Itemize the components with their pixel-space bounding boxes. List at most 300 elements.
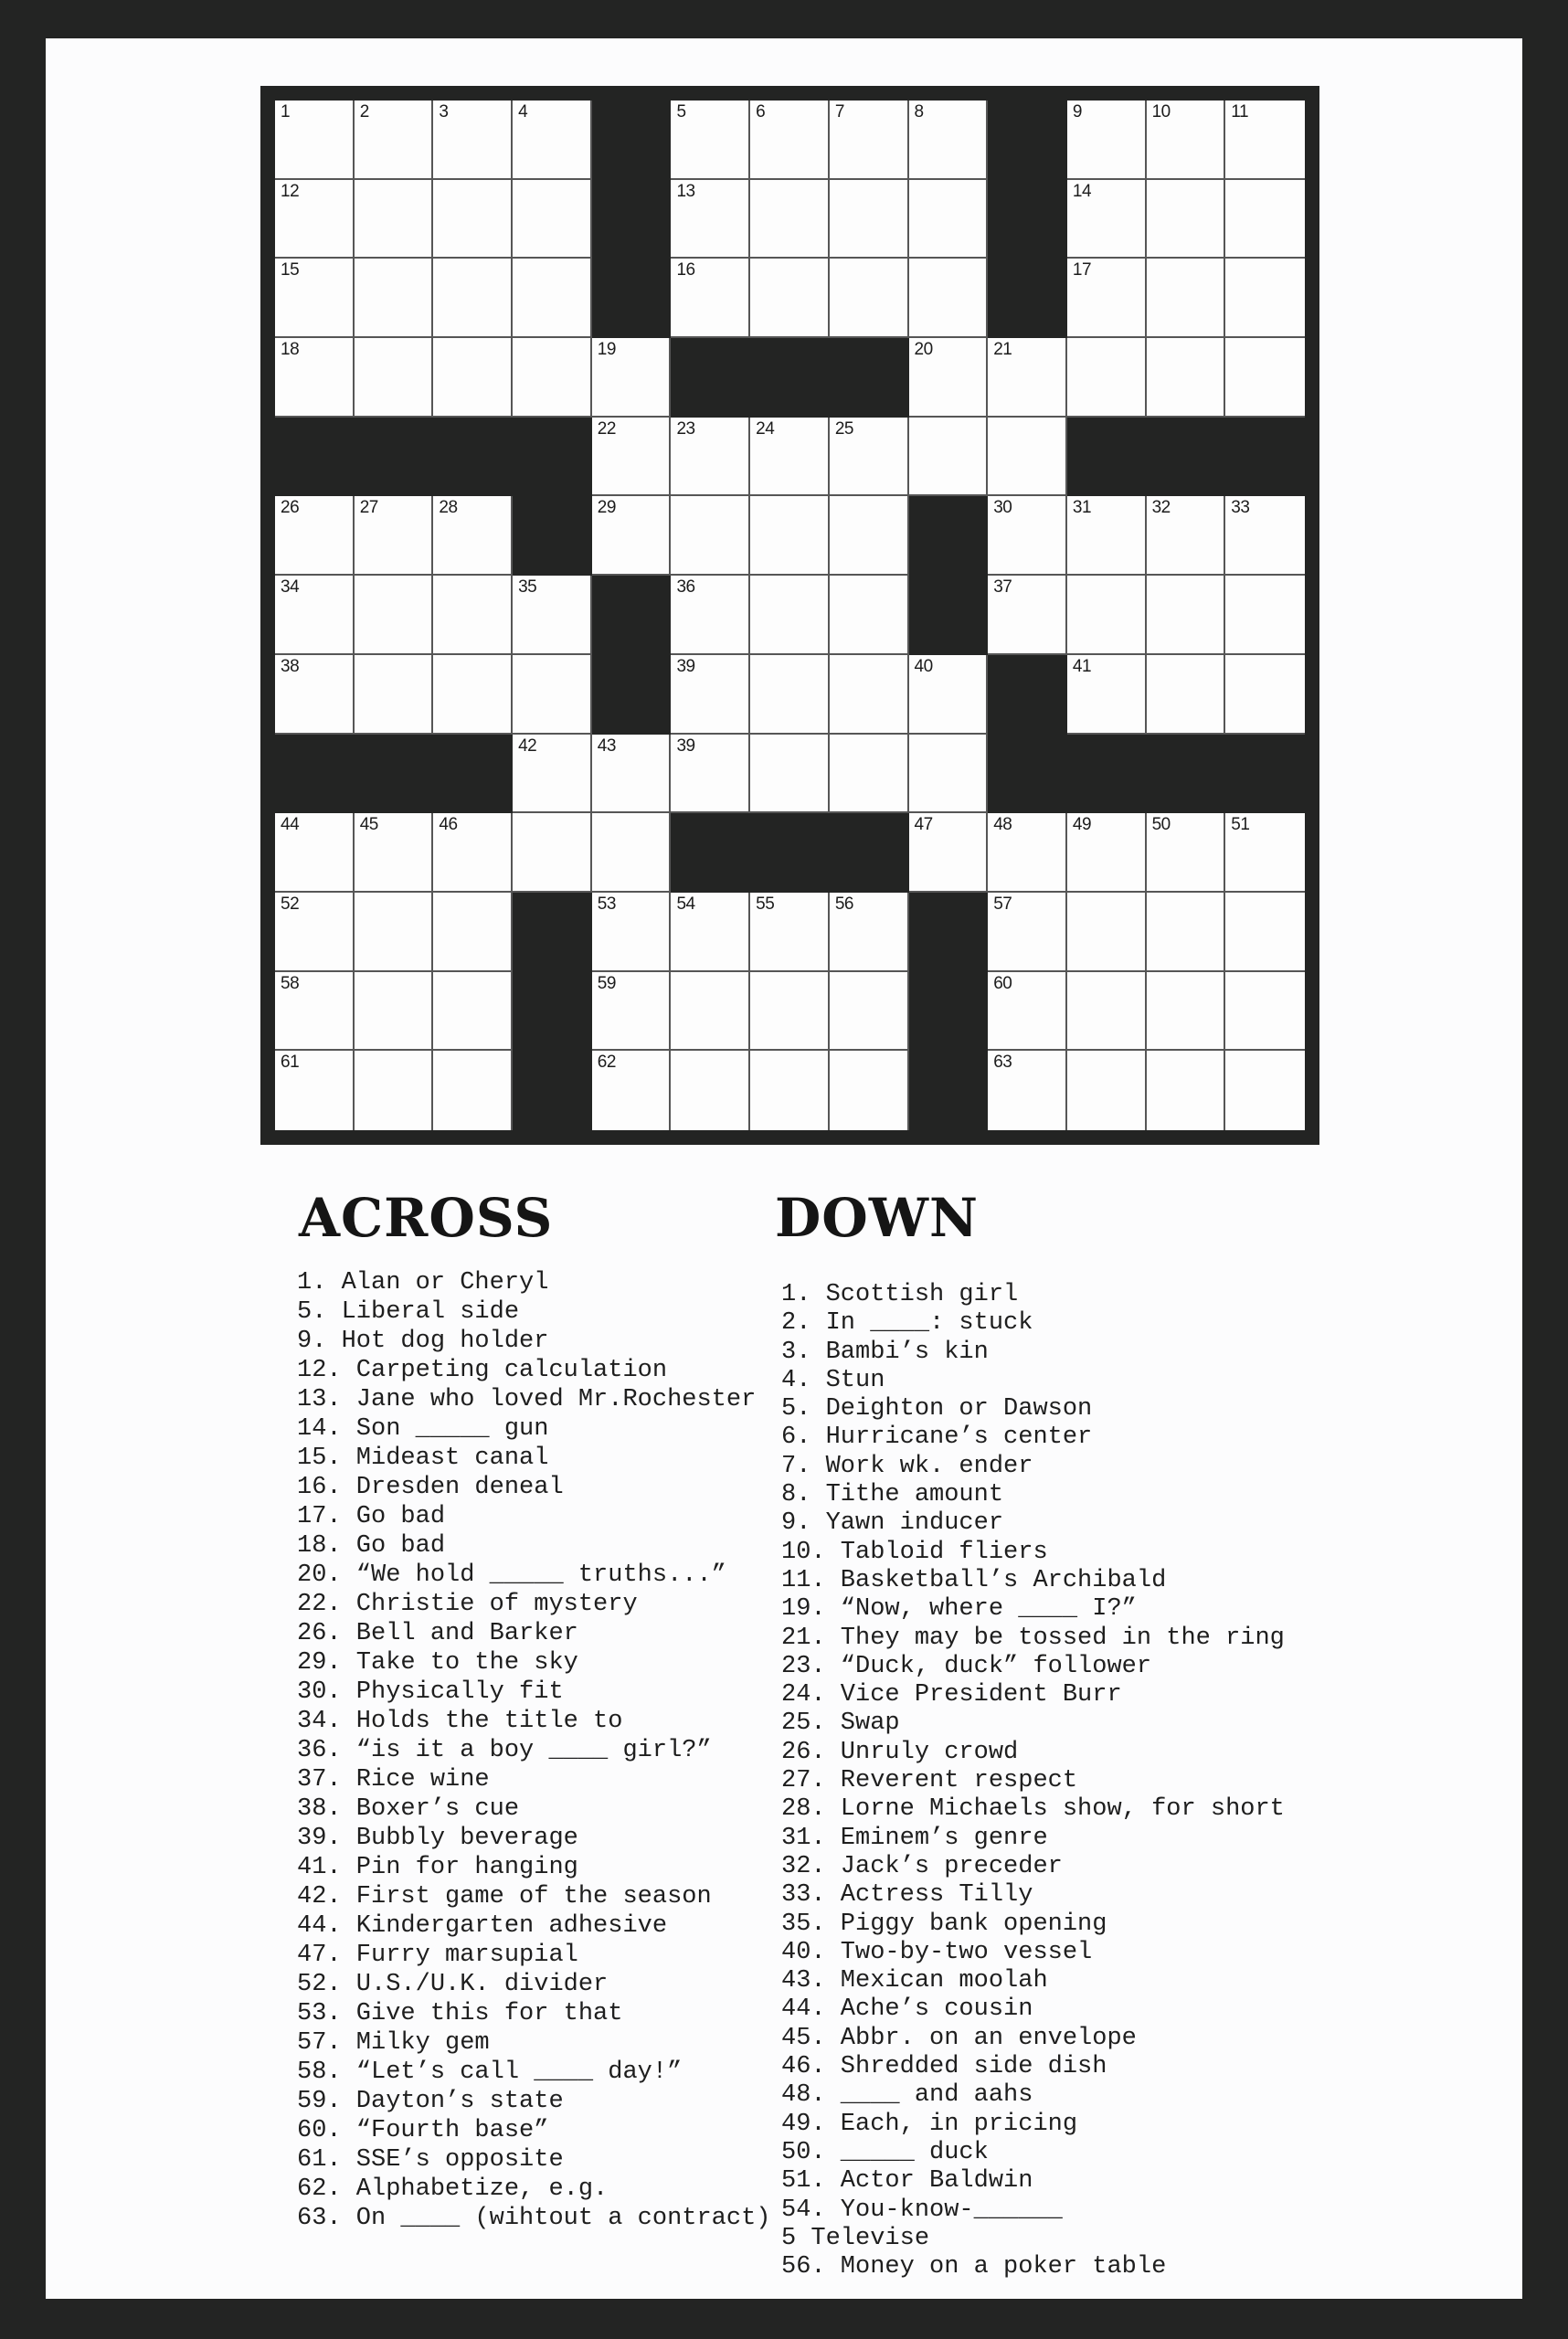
black-cell: [355, 418, 434, 497]
black-cell: [671, 813, 750, 893]
white-cell[interactable]: [830, 418, 909, 497]
white-cell[interactable]: [750, 655, 830, 735]
clue-item: 3. Bambi’s kin: [781, 1338, 989, 1366]
clue-item: 29. Take to the sky: [297, 1649, 578, 1677]
white-cell[interactable]: [1067, 180, 1147, 259]
white-cell[interactable]: [355, 655, 434, 735]
cell-number: 62: [597, 1053, 616, 1073]
down-clue-list: [781, 1281, 1285, 2281]
white-cell[interactable]: [750, 735, 830, 814]
cell-number: 48: [993, 815, 1012, 835]
clue-item: 56. Money on a poker table: [781, 2253, 1167, 2281]
white-cell[interactable]: [1225, 338, 1305, 418]
clue-item: 14. Son _____ gun: [297, 1415, 549, 1443]
cell-number: 11: [1231, 102, 1249, 122]
clue-item: 17. Go bad: [297, 1503, 446, 1530]
cell-number: 46: [439, 815, 458, 835]
cell-number: 12: [281, 181, 300, 201]
white-cell[interactable]: [988, 338, 1067, 418]
cell-number: 19: [597, 340, 616, 360]
clue-item: 24. Vice President Burr: [781, 1681, 1122, 1709]
white-cell[interactable]: [433, 496, 513, 576]
white-cell[interactable]: [1067, 813, 1147, 893]
cell-number: 40: [914, 656, 933, 676]
cell-number: 13: [676, 181, 695, 201]
clue-item: 1. Scottish girl: [781, 1281, 1019, 1308]
black-cell: [592, 576, 672, 655]
cell-number: 20: [914, 340, 933, 360]
cell-number: 26: [281, 498, 300, 518]
black-cell: [275, 735, 355, 814]
white-cell[interactable]: [513, 259, 592, 338]
clue-item: 26. Unruly crowd: [781, 1738, 1019, 1766]
cell-number: 39: [676, 736, 695, 756]
cell-number: 58: [281, 973, 300, 993]
cell-number: 53: [597, 894, 616, 914]
clue-item: 45. Abbr. on an envelope: [781, 2024, 1137, 2052]
cell-number: 63: [993, 1053, 1012, 1073]
clue-item: 53. Give this for that: [297, 2000, 623, 2027]
clue-item: 12. Carpeting calculation: [297, 1357, 668, 1384]
cell-number: 18: [281, 340, 300, 360]
clue-item: 5 Televise: [781, 2224, 930, 2252]
clue-item: 5. Liberal side: [297, 1298, 520, 1326]
white-cell[interactable]: [275, 259, 355, 338]
white-cell[interactable]: [830, 893, 909, 972]
clue-item: 5. Deighton or Dawson: [781, 1395, 1093, 1424]
white-cell[interactable]: [275, 496, 355, 576]
cell-number: 14: [1072, 181, 1092, 201]
white-cell[interactable]: [750, 259, 830, 338]
clue-item: 26. Bell and Barker: [297, 1620, 578, 1647]
cell-number: 56: [834, 894, 853, 914]
black-cell: [909, 576, 989, 655]
cell-number: 44: [281, 815, 300, 835]
white-cell[interactable]: [513, 735, 592, 814]
white-cell[interactable]: [433, 655, 513, 735]
cell-number: 2: [359, 102, 369, 122]
cell-number: 15: [281, 260, 300, 280]
white-cell[interactable]: [275, 576, 355, 655]
clue-item: 19. “Now, where ____ I?”: [781, 1595, 1137, 1624]
white-cell[interactable]: [830, 180, 909, 259]
black-cell: [592, 259, 672, 338]
cell-number: 50: [1151, 815, 1171, 835]
white-cell[interactable]: [1147, 813, 1226, 893]
cell-number: 60: [993, 973, 1012, 993]
white-cell[interactable]: [750, 418, 830, 497]
black-cell: [1067, 735, 1147, 814]
white-cell[interactable]: [750, 180, 830, 259]
black-cell: [988, 180, 1067, 259]
clue-item: 7. Work wk. ender: [781, 1452, 1033, 1480]
white-cell[interactable]: [671, 101, 750, 180]
cell-number: 16: [676, 260, 695, 280]
cell-number: 3: [439, 102, 449, 122]
black-cell: [513, 496, 592, 576]
white-cell[interactable]: [355, 576, 434, 655]
white-cell[interactable]: [1147, 338, 1226, 418]
white-cell[interactable]: [750, 1051, 830, 1130]
white-cell[interactable]: [750, 496, 830, 576]
white-cell[interactable]: [671, 576, 750, 655]
cell-number: 38: [281, 656, 300, 676]
white-cell[interactable]: [275, 655, 355, 735]
white-cell[interactable]: [1225, 180, 1305, 259]
white-cell[interactable]: [592, 1051, 672, 1130]
black-cell: [988, 655, 1067, 735]
white-cell[interactable]: [592, 813, 672, 893]
clue-item: 30. Physically fit: [297, 1678, 564, 1706]
white-cell[interactable]: [592, 338, 672, 418]
black-cell: [433, 735, 513, 814]
cell-number: 54: [676, 894, 695, 914]
white-cell[interactable]: [671, 893, 750, 972]
white-cell[interactable]: [355, 1051, 434, 1130]
clue-item: 16. Dresden deneal: [297, 1474, 564, 1501]
white-cell[interactable]: [1225, 655, 1305, 735]
cell-number: 29: [597, 498, 616, 518]
white-cell[interactable]: [1225, 893, 1305, 972]
white-cell[interactable]: [909, 259, 989, 338]
white-cell[interactable]: [1147, 496, 1226, 576]
black-cell: [1225, 418, 1305, 497]
clue-item: 27. Reverent respect: [781, 1767, 1078, 1795]
black-cell: [1147, 418, 1226, 497]
white-cell[interactable]: [909, 418, 989, 497]
cell-number: 1: [281, 102, 291, 122]
black-cell: [1067, 418, 1147, 497]
white-cell[interactable]: [671, 735, 750, 814]
white-cell[interactable]: [275, 180, 355, 259]
black-cell: [830, 813, 909, 893]
cell-number: 5: [676, 102, 686, 122]
clue-item: 25. Swap: [781, 1709, 900, 1738]
cell-number: 35: [518, 577, 537, 598]
cell-number: 28: [439, 498, 458, 518]
white-cell[interactable]: [592, 893, 672, 972]
crossword-grid: [260, 86, 1319, 1145]
white-cell[interactable]: [433, 1051, 513, 1130]
white-cell[interactable]: [1067, 655, 1147, 735]
white-cell[interactable]: [830, 1051, 909, 1130]
clue-item: 49. Each, in pricing: [781, 2110, 1078, 2138]
cell-number: 45: [359, 815, 378, 835]
clue-item: 4. Stun: [781, 1366, 885, 1394]
white-cell[interactable]: [513, 576, 592, 655]
white-cell[interactable]: [355, 180, 434, 259]
cell-number: 39: [676, 656, 695, 676]
white-cell[interactable]: [513, 655, 592, 735]
clue-item: 62. Alphabetize, e.g.: [297, 2175, 609, 2203]
white-cell[interactable]: [275, 1051, 355, 1130]
white-cell[interactable]: [1225, 496, 1305, 576]
cell-number: 42: [518, 736, 537, 756]
white-cell[interactable]: [275, 893, 355, 972]
white-cell[interactable]: [1067, 101, 1147, 180]
white-cell[interactable]: [830, 576, 909, 655]
cell-number: 41: [1072, 656, 1092, 676]
cell-number: 9: [1072, 102, 1082, 122]
black-cell: [433, 418, 513, 497]
black-cell: [750, 813, 830, 893]
cell-number: 55: [756, 894, 775, 914]
clue-item: 35. Piggy bank opening: [781, 1910, 1107, 1938]
black-cell: [988, 101, 1067, 180]
clue-item: 47. Furry marsupial: [297, 1942, 578, 1969]
white-cell[interactable]: [671, 418, 750, 497]
white-cell[interactable]: [433, 338, 513, 418]
cell-number: 37: [993, 577, 1012, 598]
clue-item: 57. Milky gem: [297, 2029, 490, 2057]
black-cell: [513, 972, 592, 1052]
white-cell[interactable]: [513, 101, 592, 180]
white-cell[interactable]: [1147, 101, 1226, 180]
white-cell[interactable]: [830, 496, 909, 576]
cell-number: 30: [993, 498, 1012, 518]
clue-item: 9. Yawn inducer: [781, 1509, 1004, 1538]
white-cell[interactable]: [513, 338, 592, 418]
clue-item: 60. “Fourth base”: [297, 2117, 549, 2144]
black-cell: [355, 735, 434, 814]
clue-item: 51. Actor Baldwin: [781, 2167, 1033, 2196]
white-cell[interactable]: [1147, 180, 1226, 259]
clue-item: 59. Dayton’s state: [297, 2088, 564, 2115]
white-cell[interactable]: [830, 101, 909, 180]
black-cell: [1225, 735, 1305, 814]
white-cell[interactable]: [1067, 338, 1147, 418]
black-cell: [592, 655, 672, 735]
white-cell[interactable]: [1147, 259, 1226, 338]
white-cell[interactable]: [988, 576, 1067, 655]
white-cell[interactable]: [988, 893, 1067, 972]
cell-number: 61: [281, 1053, 300, 1073]
black-cell: [830, 338, 909, 418]
black-cell: [909, 893, 989, 972]
white-cell[interactable]: [988, 813, 1067, 893]
white-cell[interactable]: [1067, 576, 1147, 655]
white-cell[interactable]: [750, 893, 830, 972]
white-cell[interactable]: [355, 259, 434, 338]
cell-number: 34: [281, 577, 300, 598]
white-cell[interactable]: [1067, 972, 1147, 1052]
white-cell[interactable]: [433, 576, 513, 655]
clue-item: 46. Shredded side dish: [781, 2053, 1107, 2081]
cell-number: 49: [1072, 815, 1092, 835]
cell-number: 23: [676, 418, 695, 439]
white-cell[interactable]: [988, 496, 1067, 576]
clue-item: 40. Two-by-two vessel: [781, 1938, 1093, 1966]
white-cell[interactable]: [671, 972, 750, 1052]
white-cell[interactable]: [433, 893, 513, 972]
clue-item: 38. Boxer’s cue: [297, 1795, 520, 1823]
across-clue-list: [297, 1268, 770, 2233]
white-cell[interactable]: [433, 259, 513, 338]
clue-item: 39. Bubbly beverage: [297, 1825, 578, 1852]
white-cell[interactable]: [355, 496, 434, 576]
black-cell: [988, 259, 1067, 338]
white-cell[interactable]: [1225, 972, 1305, 1052]
cell-number: 17: [1072, 260, 1092, 280]
clue-item: 42. First game of the season: [297, 1883, 712, 1910]
clue-item: 10. Tabloid fliers: [781, 1538, 1048, 1566]
clue-item: 22. Christie of mystery: [297, 1591, 638, 1618]
clue-item: 13. Jane who loved Mr.Rochester: [297, 1386, 757, 1413]
down-title: DOWN: [775, 1187, 979, 1249]
white-cell[interactable]: [275, 813, 355, 893]
cell-number: 59: [597, 973, 616, 993]
white-cell[interactable]: [355, 338, 434, 418]
white-cell[interactable]: [830, 259, 909, 338]
cell-number: 31: [1072, 498, 1092, 518]
white-cell[interactable]: [433, 101, 513, 180]
clue-item: 61. SSE’s opposite: [297, 2146, 564, 2174]
cell-number: 36: [676, 577, 695, 598]
clue-item: 43. Mexican moolah: [781, 1967, 1048, 1995]
white-cell[interactable]: [909, 101, 989, 180]
clue-item: 2. In ____: stuck: [781, 1309, 1033, 1338]
cell-number: 22: [597, 418, 616, 439]
clue-item: 8. Tithe amount: [781, 1481, 1004, 1509]
white-cell[interactable]: [592, 418, 672, 497]
white-cell[interactable]: [513, 180, 592, 259]
cell-number: 4: [518, 102, 528, 122]
cell-number: 47: [914, 815, 933, 835]
white-cell[interactable]: [988, 972, 1067, 1052]
clue-item: 1. Alan or Cheryl: [297, 1269, 549, 1297]
black-cell: [909, 496, 989, 576]
clue-item: 31. Eminem’s genre: [781, 1824, 1048, 1852]
white-cell[interactable]: [909, 180, 989, 259]
black-cell: [750, 338, 830, 418]
white-cell[interactable]: [909, 813, 989, 893]
white-cell[interactable]: [909, 735, 989, 814]
cell-number: 51: [1231, 815, 1250, 835]
white-cell[interactable]: [275, 972, 355, 1052]
cell-number: 24: [756, 418, 775, 439]
cell-number: 6: [756, 102, 766, 122]
clue-item: 9. Hot dog holder: [297, 1328, 549, 1355]
clue-item: 15. Mideast canal: [297, 1445, 549, 1472]
white-cell[interactable]: [1147, 893, 1226, 972]
white-cell[interactable]: [433, 180, 513, 259]
white-cell[interactable]: [830, 655, 909, 735]
white-cell[interactable]: [355, 893, 434, 972]
white-cell[interactable]: [433, 813, 513, 893]
cell-number: 25: [834, 418, 853, 439]
clue-item: 21. They may be tossed in the ring: [781, 1624, 1285, 1652]
clue-item: 23. “Duck, duck” follower: [781, 1652, 1152, 1680]
clue-item: 41. Pin for hanging: [297, 1854, 578, 1881]
white-cell[interactable]: [592, 496, 672, 576]
cell-number: 21: [993, 340, 1012, 360]
black-cell: [1147, 735, 1226, 814]
white-cell[interactable]: [275, 338, 355, 418]
white-cell[interactable]: [355, 813, 434, 893]
clue-item: 6. Hurricane’s center: [781, 1424, 1093, 1452]
black-cell: [909, 972, 989, 1052]
white-cell[interactable]: [275, 101, 355, 180]
clue-item: 18. Go bad: [297, 1532, 446, 1560]
across-title: ACROSS: [299, 1187, 554, 1249]
black-cell: [513, 893, 592, 972]
black-cell: [513, 418, 592, 497]
cell-number: 52: [281, 894, 300, 914]
black-cell: [513, 1051, 592, 1130]
white-cell[interactable]: [1147, 576, 1226, 655]
white-cell[interactable]: [592, 972, 672, 1052]
white-cell[interactable]: [355, 972, 434, 1052]
cell-number: 10: [1151, 102, 1171, 122]
clue-item: 44. Kindergarten adhesive: [297, 1912, 668, 1940]
white-cell[interactable]: [988, 1051, 1067, 1130]
white-cell[interactable]: [1225, 101, 1305, 180]
white-cell[interactable]: [433, 972, 513, 1052]
clue-item: 33. Actress Tilly: [781, 1881, 1033, 1910]
white-cell[interactable]: [671, 180, 750, 259]
cell-number: 27: [359, 498, 378, 518]
white-cell[interactable]: [1067, 259, 1147, 338]
clue-item: 48. ____ and aahs: [781, 2081, 1033, 2110]
white-cell[interactable]: [1147, 655, 1226, 735]
white-cell[interactable]: [513, 813, 592, 893]
white-cell[interactable]: [1225, 1051, 1305, 1130]
white-cell[interactable]: [909, 655, 989, 735]
white-cell[interactable]: [988, 418, 1067, 497]
black-cell: [988, 735, 1067, 814]
black-cell: [592, 101, 672, 180]
black-cell: [275, 418, 355, 497]
clue-item: 58. “Let’s call ____ day!”: [297, 2059, 683, 2086]
white-cell[interactable]: [1225, 576, 1305, 655]
clue-item: 63. On ____ (wihtout a contract): [297, 2205, 771, 2232]
clue-item: 11. Basketball’s Archibald: [781, 1566, 1167, 1594]
white-cell[interactable]: [1225, 813, 1305, 893]
clue-item: 54. You-know-______: [781, 2196, 1063, 2224]
white-cell[interactable]: [1067, 1051, 1147, 1130]
clue-item: 37. Rice wine: [297, 1766, 490, 1794]
white-cell[interactable]: [830, 735, 909, 814]
white-cell[interactable]: [671, 655, 750, 735]
white-cell[interactable]: [671, 1051, 750, 1130]
white-cell[interactable]: [1067, 893, 1147, 972]
clue-item: 36. “is it a boy ____ girl?”: [297, 1737, 712, 1764]
cell-number: 7: [834, 102, 844, 122]
clue-item: 34. Holds the title to: [297, 1708, 623, 1735]
white-cell[interactable]: [355, 101, 434, 180]
white-cell[interactable]: [671, 496, 750, 576]
clue-item: 28. Lorne Michaels show, for short: [781, 1795, 1285, 1824]
white-cell[interactable]: [1147, 1051, 1226, 1130]
cell-number: 43: [597, 736, 616, 756]
white-cell[interactable]: [750, 101, 830, 180]
cell-number: 32: [1151, 498, 1171, 518]
white-cell[interactable]: [750, 576, 830, 655]
white-cell[interactable]: [1067, 496, 1147, 576]
white-cell[interactable]: [671, 259, 750, 338]
white-cell[interactable]: [830, 972, 909, 1052]
black-cell: [592, 180, 672, 259]
cell-number: 8: [914, 102, 924, 122]
puzzle-paper: [46, 38, 1522, 2299]
white-cell[interactable]: [1147, 972, 1226, 1052]
clue-item: 20. “We hold _____ truths...”: [297, 1561, 726, 1589]
white-cell[interactable]: [750, 972, 830, 1052]
white-cell[interactable]: [592, 735, 672, 814]
black-cell: [909, 1051, 989, 1130]
white-cell[interactable]: [909, 338, 989, 418]
white-cell[interactable]: [1225, 259, 1305, 338]
